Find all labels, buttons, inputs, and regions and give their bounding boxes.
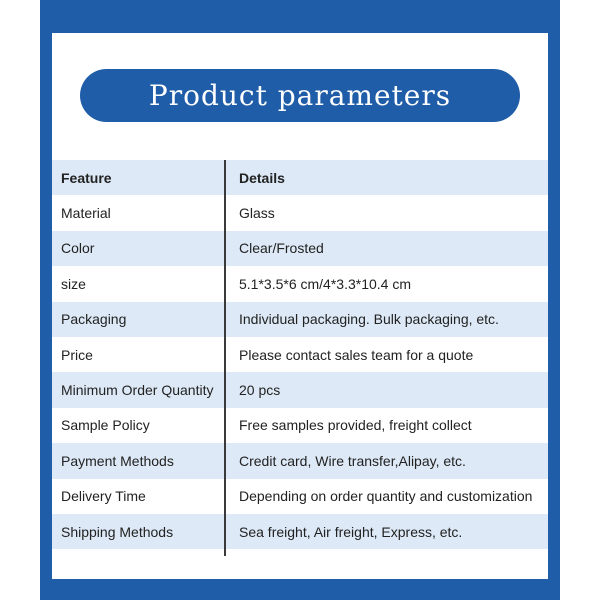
- feature-cell: Delivery Time: [61, 488, 146, 505]
- feature-cell: Minimum Order Quantity: [61, 382, 214, 399]
- details-cell: 20 pcs: [239, 382, 281, 399]
- table-row: [52, 408, 548, 443]
- table-row: [52, 195, 548, 230]
- title-banner: [80, 69, 520, 122]
- table-row: [52, 266, 548, 301]
- details-cell: 5.1*3.5*6 cm/4*3.3*10.4 cm: [239, 275, 411, 292]
- column-divider: [224, 160, 226, 556]
- details-cell: Glass: [239, 205, 275, 222]
- feature-cell: Sample Policy: [61, 417, 150, 434]
- details-cell: Individual packaging. Bulk packaging, etc.: [239, 311, 499, 328]
- details-cell: Depending on order quantity and customization: [239, 488, 533, 505]
- details-cell: Please contact sales team for a quote: [239, 346, 474, 363]
- feature-cell: Payment Methods: [61, 452, 174, 469]
- feature-cell: Packaging: [61, 311, 127, 328]
- table-row: [52, 479, 548, 514]
- parameters-table: [52, 160, 548, 549]
- details-cell: Credit card, Wire transfer,Alipay, etc.: [239, 452, 466, 469]
- page-title: Product parameters: [148, 79, 452, 112]
- header-details: Details: [239, 169, 285, 186]
- details-cell: Clear/Frosted: [239, 240, 324, 257]
- table-row: [52, 372, 548, 407]
- table-row: [52, 443, 548, 478]
- table-row: [52, 302, 548, 337]
- table-row: [52, 231, 548, 266]
- feature-cell: Price: [61, 346, 93, 363]
- feature-cell: Color: [61, 240, 95, 257]
- table-header-row: [52, 160, 548, 195]
- header-feature: Feature: [61, 169, 112, 186]
- feature-cell: Shipping Methods: [61, 523, 174, 540]
- details-cell: Sea freight, Air freight, Express, etc.: [239, 523, 463, 540]
- feature-cell: Material: [61, 205, 111, 222]
- details-cell: Free samples provided, freight collect: [239, 417, 472, 434]
- table-row: [52, 514, 548, 549]
- table-row: [52, 337, 548, 372]
- feature-cell: size: [61, 275, 86, 292]
